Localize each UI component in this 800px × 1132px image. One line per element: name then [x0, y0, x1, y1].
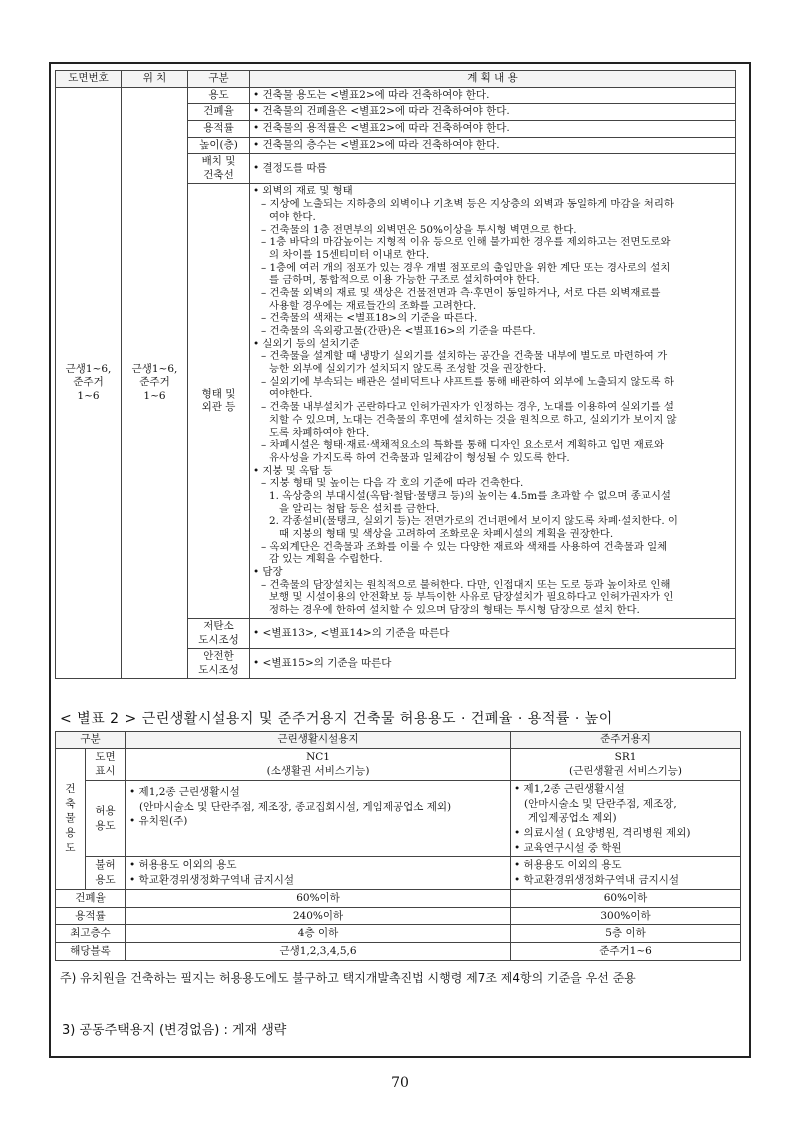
form-line: 도록 차폐하여야 한다. [269, 426, 370, 439]
form-line: – 건축물의 색채는 <별표18>의 기준을 따른다. [261, 312, 478, 325]
height-text: • 건축물의 층수는 <별표2>에 따라 건축하여야 한다. [250, 137, 736, 154]
nc-bcr: 60%이하 [126, 889, 511, 907]
form-line: – 실외기에 부속되는 배관은 설비덕트나 샤프트를 통해 배관하여 외부에 노출되지 않도록 하 [261, 375, 674, 388]
form-line: – 지상에 노출되는 지하층의 외벽이나 기초벽 등은 지상층의 외벽과 동일하게 마감을 처리하 [261, 198, 674, 211]
form-line: 감 있는 계획을 수립한다. [269, 553, 383, 566]
section3-heading: 3) 공동주택용지 (변경없음) : 게재 생략 [62, 1023, 287, 1038]
nc-map-line: (소생활권 서비스기능) [266, 765, 370, 778]
t2-floors-label: 최고층수 [56, 925, 126, 943]
bcr-label: 건폐율 [188, 104, 250, 121]
drawing-no-line: 준주거 [73, 376, 104, 389]
plan-table [55, 70, 736, 679]
drawing-no-line: 근생1~6, [65, 362, 112, 375]
form-line: 보행 및 시설이용의 안전확보 등 부득이한 사유로 담장설치가 필요하다고 인허가권자가 인 [269, 591, 674, 604]
form-text [250, 184, 736, 618]
sr-allowed [511, 781, 741, 857]
allowed-label-line: 용도 [95, 819, 116, 832]
form-line: 능한 외부에 실외기가 설치되지 않도록 조성할 것을 권장한다. [269, 363, 547, 376]
use-label: 용도 [188, 87, 250, 104]
far-label: 용적률 [188, 120, 250, 137]
form-line: – 옥외계단은 건축물과 조화를 이룰 수 있는 다양한 재료와 색채를 사용하여 건축물과 일체 [261, 540, 668, 553]
safety-label-line: 안전한 [203, 650, 234, 663]
form-line: – 건축물의 담장설치는 원칙적으로 불허한다. 다만, 인접대지 또는 도로 등과 높이차로 인해 [261, 578, 671, 591]
allowed-label-line: 허용 [95, 805, 116, 818]
sr-allowed-line: • 교육연구시설 중 학원 [514, 841, 622, 854]
form-line: • 담장 [253, 566, 283, 579]
location-line: 근생1~6, [131, 362, 178, 375]
form-line: 정하는 경우에 한하여 설치할 수 있으며 담장의 형태는 투시형 담장으로 설치 한다. [269, 604, 640, 617]
sr-map [511, 748, 741, 780]
lowcarbon-label-line: 저탄소 [203, 619, 234, 632]
t2-far-label: 용적률 [56, 907, 126, 925]
lowcarbon-label [188, 618, 250, 648]
nc-block: 근생1,2,3,4,5,6 [126, 942, 511, 960]
lowcarbon-label-line: 도시조성 [198, 633, 239, 646]
t2-block-label: 해당블록 [56, 942, 126, 960]
placement-text: • 결정도를 따름 [250, 154, 736, 184]
row-t2-floors [56, 925, 741, 943]
lowcarbon-text: • <별표13>, <별표14>의 기준을 따른다 [250, 618, 736, 648]
placement-label-line: 배치 및 [201, 155, 236, 168]
form-line: • 외벽의 재료 및 형태 [253, 185, 353, 198]
building-use-label [56, 748, 86, 889]
nc-map-line: NC1 [306, 750, 330, 763]
row-t2-block [56, 942, 741, 960]
form-line: – 건축물 외벽의 재료 및 색상은 건물전면과 측·후면이 동일하거나, 서로 다른 외벽재료를 [261, 286, 661, 299]
nc-map [126, 748, 511, 780]
forbidden-label [86, 857, 126, 889]
header-location: 위 치 [122, 71, 188, 88]
safety-label [188, 649, 250, 679]
sr-block: 준주거1~6 [511, 942, 741, 960]
drawing-no-cell [56, 87, 122, 679]
form-line: – 건축물 내부설치가 곤란하다고 인허가권자가 인정하는 경우, 노대를 이용하여 실외기를 설 [261, 401, 674, 414]
nc-forbidden-line: • 허용용도 이외의 용도 [129, 859, 237, 872]
placement-label-line: 건축선 [203, 168, 234, 181]
building-use-char: 건 [65, 783, 76, 796]
form-line: 사용할 경우에는 재료들간의 조화를 고려한다. [269, 299, 477, 312]
form-line: – 건축물의 옥외광고물(간판)은 <별표16>의 기준을 따른다. [261, 325, 536, 338]
sr-map-line: (근린생활권 서비스기능) [569, 765, 682, 778]
form-label-line: 형태 및 [201, 387, 236, 400]
h-category: 구분 [56, 732, 126, 749]
form-line: – 지붕 형태 및 높이는 다음 각 호의 기준에 따라 건축한다. [261, 477, 524, 490]
form-line: 2. 각종설비(물탱크, 실외기 등)는 전면가로의 건너편에서 보이지 않도록 차폐·설치한다. 이 [269, 515, 678, 528]
drawing-no-line: 1~6 [77, 389, 100, 402]
sr-allowed-line: 게임제공업소 제외) [528, 812, 617, 825]
building-use-char: 물 [65, 812, 76, 825]
placement-label [188, 154, 250, 184]
form-line: – 건축물의 1층 전면부의 외벽면은 50%이상을 투시형 벽면으로 한다. [261, 223, 577, 236]
t2-bcr-label: 건폐율 [56, 889, 126, 907]
header-plan-content: 계 획 내 용 [250, 71, 736, 88]
nc-forbidden [126, 857, 511, 889]
forbidden-label-line: 용도 [95, 874, 116, 887]
allowed-label [86, 781, 126, 857]
form-line: 의 차이를 15센티미터 이내로 한다. [269, 248, 430, 261]
form-line: 치할 수 있으며, 노대는 건축물의 후면에 설치하는 것을 원칙으로 하고, 실외기가 보이지 않 [269, 413, 677, 426]
row-forbidden [56, 857, 741, 889]
form-line: • 지붕 및 옥탑 등 [253, 464, 333, 477]
sr-forbidden [511, 857, 741, 889]
nc-far: 240%이하 [126, 907, 511, 925]
nc-allowed [126, 781, 511, 857]
header-drawing-no: 도면번호 [56, 71, 122, 88]
location-line: 준주거 [139, 376, 170, 389]
form-label-line: 외관 등 [201, 401, 236, 414]
page-number: 70 [391, 1075, 409, 1091]
h-sr: 준주거용지 [511, 732, 741, 749]
form-label [188, 184, 250, 618]
far-text: • 건축물의 용적률은 <별표2>에 따라 건축하여야 한다. [250, 120, 736, 137]
nc-allowed-line: • 유치원(주) [129, 815, 188, 828]
form-line: – 1층에 여러 개의 점포가 있는 경우 개별 점포로의 출입만을 위한 계단 또는 경사로의 설치 [261, 261, 671, 274]
row-use [56, 87, 736, 104]
use-table [55, 731, 741, 961]
form-line: 1. 옥상층의 부대시설(옥탑·철탑·물탱크 등)의 높이는 4.5m를 초과할 수 없으며 종교시설 [269, 489, 671, 502]
form-line: 여야한다. [269, 388, 313, 401]
form-line: – 건축물을 설계할 때 냉방기 실외기를 설치하는 공간을 건축물 내부에 별도로 마련하여 가 [261, 350, 668, 363]
location-line: 1~6 [143, 389, 166, 402]
plan-table-header [56, 71, 736, 88]
nc-forbidden-line: • 학교환경위생정화구역내 금지시설 [129, 874, 295, 887]
location-cell [122, 87, 188, 679]
header-category: 구분 [188, 71, 250, 88]
sr-allowed-line: • 의료시설 ( 요양병원, 격리병원 제외) [514, 827, 691, 840]
use-table-header [56, 732, 741, 749]
sr-bcr: 60%이하 [511, 889, 741, 907]
row-t2-far [56, 907, 741, 925]
form-line: – 1층 바닥의 마감높이는 지형적 이유 등으로 인해 불가피한 경우를 제외하고는 전면도로와 [261, 236, 671, 249]
nc-floors: 4층 이하 [126, 925, 511, 943]
height-label: 높이(층) [188, 137, 250, 154]
form-line: 를 금하며, 통합적으로 이용 가능한 구조로 설치하여야 한다. [269, 274, 540, 287]
building-use-char: 용 [65, 827, 76, 840]
sr-far: 300%이하 [511, 907, 741, 925]
map-label-line: 표시 [95, 765, 116, 778]
building-use-char: 도 [65, 841, 76, 854]
form-line: 유사성을 가지도록 하여 건축물과 일체감이 형성될 수 있도록 한다. [269, 451, 570, 464]
appendix2-title: < 별표 2 > 근린생활시설용지 및 준주거용지 건축물 허용용도 · 건폐율 · 용적률 · 높이 [60, 711, 613, 727]
building-use-char: 축 [65, 797, 76, 810]
form-line: 을 알리는 첨탑 등은 설치를 금한다. [279, 502, 440, 515]
sr-forbidden-line: • 학교환경위생정화구역내 금지시설 [514, 874, 680, 887]
forbidden-label-line: 불허 [95, 859, 116, 872]
row-map [56, 748, 741, 780]
bcr-text: • 건축물의 건폐율은 <별표2>에 따라 건축하여야 한다. [250, 104, 736, 121]
form-line: 때 지붕의 형태 및 색상을 고려하여 조화로운 차폐시설의 계획을 권장한다. [279, 528, 614, 541]
sr-allowed-line: • 제1,2종 근린생활시설 [514, 783, 625, 796]
safety-label-line: 도시조성 [198, 663, 239, 676]
use-text: • 건축물 용도는 <별표2>에 따라 건축하여야 한다. [250, 87, 736, 104]
sr-floors: 5층 이하 [511, 925, 741, 943]
form-line: 여야 한다. [269, 210, 316, 223]
row-t2-bcr [56, 889, 741, 907]
nc-allowed-line: (안마시술소 및 단란주점, 제조장, 종교집회시설, 게임제공업소 제외) [139, 800, 452, 813]
sr-map-line: SR1 [614, 750, 637, 763]
map-label [86, 748, 126, 780]
footnote: 주) 유치원을 건축하는 필지는 허용용도에도 불구하고 택지개발촉진법 시행령 제7조 제4항의 기준을 우선 준용 [60, 971, 636, 985]
sr-forbidden-line: • 허용용도 이외의 용도 [514, 859, 622, 872]
sr-allowed-line: (안마시술소 및 단란주점, 제조장, [524, 797, 677, 810]
form-line: • 실외기 등의 설치기준 [253, 337, 360, 350]
map-label-line: 도면 [95, 750, 116, 763]
safety-text: • <별표15>의 기준을 따른다 [250, 649, 736, 679]
row-allowed [56, 781, 741, 857]
nc-allowed-line: • 제1,2종 근린생활시설 [129, 786, 240, 799]
h-nc: 근린생활시설용지 [126, 732, 511, 749]
form-line: – 차폐시설은 형태·재료·색채적요소의 특화를 통해 디자인 요소로서 계획하고 입면 재료와 [261, 439, 664, 452]
